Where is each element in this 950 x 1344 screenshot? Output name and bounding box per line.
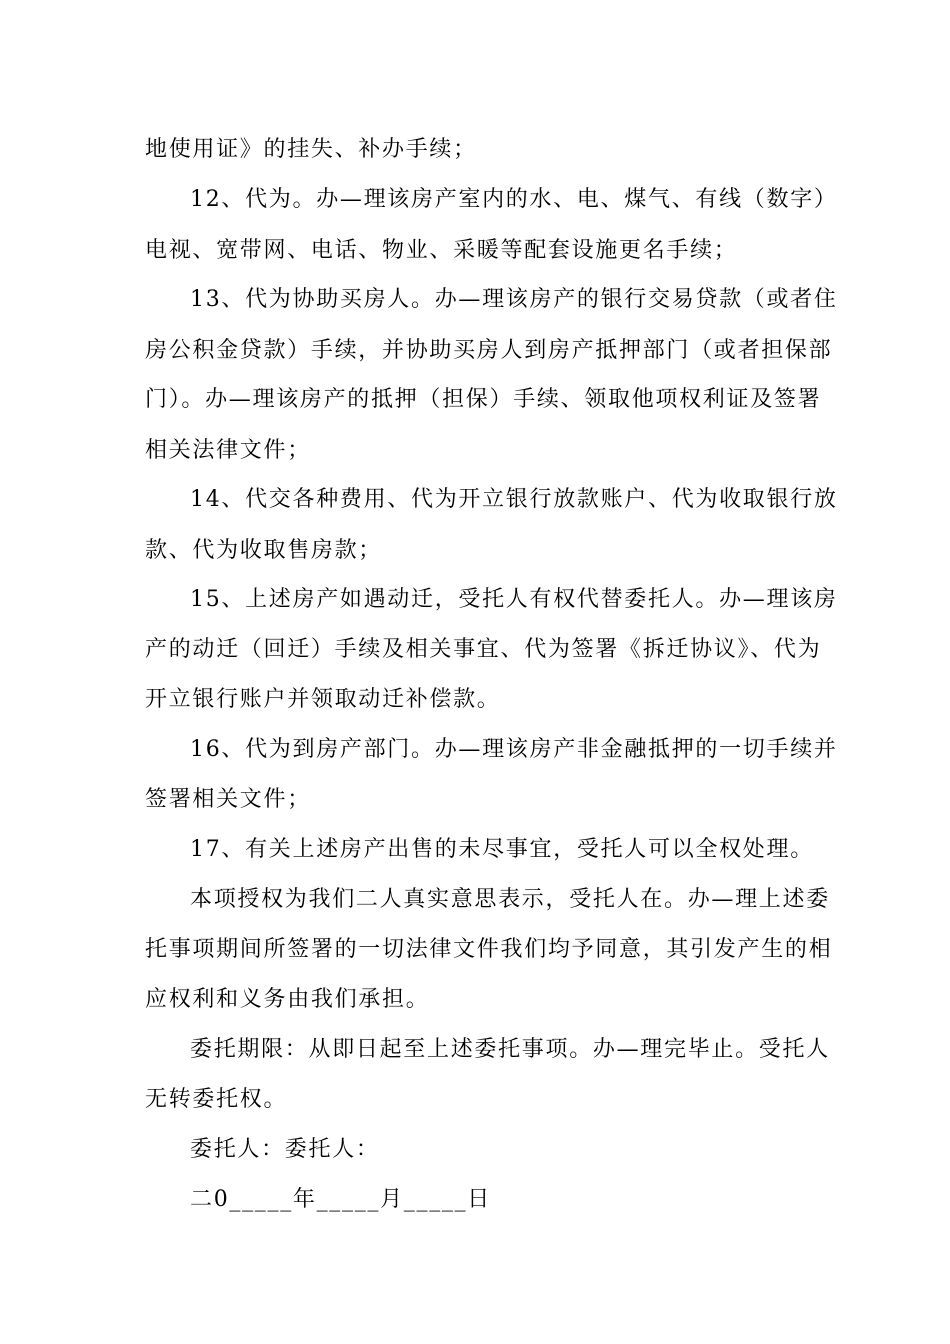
text-line: 签署相关文件； [145,787,311,812]
text-line: 16、代为到房产部门。办—理该房产非金融抵押的一切手续并 [190,737,838,762]
text-line: 款、代为收取售房款； [145,538,383,563]
text-line: 12、代为。办—理该房产室内的水、电、煤气、有线（数字） [190,187,838,212]
text-line: 产的动迁（回迁）手续及相关事宜、代为签署《拆迁协议》、代为 [145,637,822,662]
text-line: 15、上述房产如遇动迁，受托人有权代替委托人。办—理该房 [190,587,838,612]
text-line: 本项授权为我们二人真实意思表示，受托人在。办—理上述委 [190,887,830,912]
text-line: 无转委托权。 [145,1087,288,1112]
text-line: 开立银行账户并领取动迁补偿款。 [145,687,501,712]
text-line: 相关法律文件； [145,438,311,463]
text-line: 地使用证》的挂失、补办手续； [145,137,477,162]
text-line: 14、代交各种费用、代为开立银行放款账户、代为收取银行放 [190,487,838,512]
date-line: 二0_____年_____月_____日 [190,1187,491,1212]
text-line: 托事项期间所签署的一切法律文件我们均予同意，其引发产生的相 [145,937,833,962]
text-line: 电视、宽带网、电话、物业、采暖等配套设施更名手续； [145,238,738,263]
text-line: 委托期限：从即日起至上述委托事项。办—理完毕止。受托人 [190,1037,830,1062]
text-line: 13、代为协助买房人。办—理该房产的银行交易贷款（或者住 [190,287,838,312]
text-line: 门）。办—理该房产的抵押（担保）手续、领取他项权利证及签署 [145,387,822,412]
text-line: 17、有关上述房产出售的未尽事宜，受托人可以全权处理。 [190,837,814,862]
signature-line: 委托人：委托人： [190,1137,380,1162]
text-line: 房公积金贷款）手续，并协助买房人到房产抵押部门（或者担保部 [145,338,833,363]
text-line: 应权利和义务由我们承担。 [145,987,430,1012]
